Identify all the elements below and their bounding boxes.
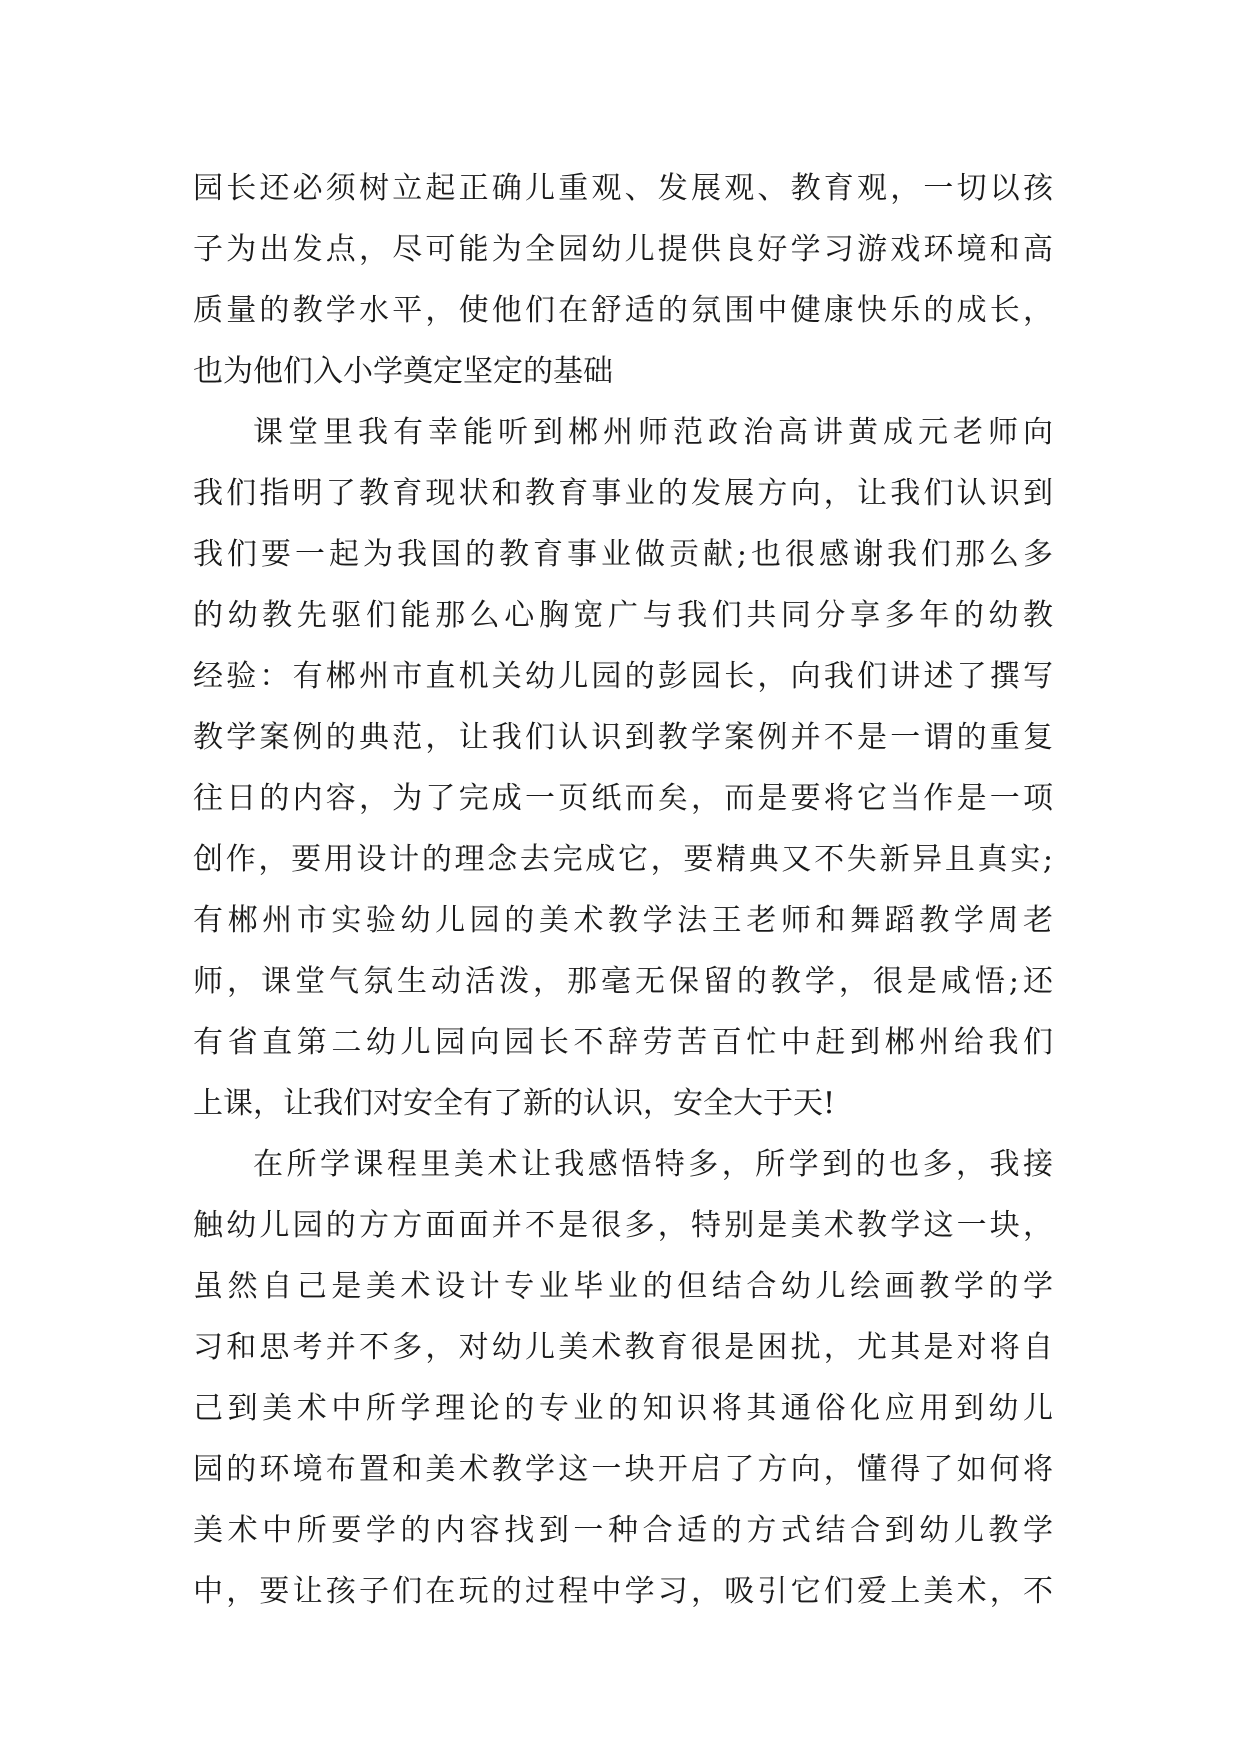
text-line: 中，要让孩子们在玩的过程中学习，吸引它们爱上美术，不 [193,1574,1053,1609]
text-line: 习和思考并不多，对幼儿美术教育很是困扰，尤其是对将自 [193,1330,1053,1365]
text-line: 己到美术中所学理论的专业的知识将其通俗化应用到幼儿 [193,1391,1053,1426]
document-body [193,158,1053,1622]
text-line: 创作，要用设计的理念去完成它，要精典又不失新异且真实; [193,842,1053,877]
text-line: 在所学课程里美术让我感悟特多，所学到的也多，我接 [253,1147,1053,1182]
text-line: 也为他们入小学奠定坚定的基础 [193,354,613,389]
text-line: 园的环境布置和美术教学这一块开启了方向，懂得了如何将 [193,1452,1053,1487]
text-line: 我们要一起为我国的教育事业做贡献;也很感谢我们那么多 [193,537,1053,572]
text-line: 有省直第二幼儿园向园长不辞劳苦百忙中赶到郴州给我们 [193,1025,1053,1060]
text-line: 园长还必须树立起正确儿重观、发展观、教育观，一切以孩 [193,171,1053,206]
text-line: 往日的内容，为了完成一页纸而矣，而是要将它当作是一项 [193,781,1053,816]
text-line: 虽然自己是美术设计专业毕业的但结合幼儿绘画教学的学 [193,1269,1053,1304]
text-line: 触幼儿园的方方面面并不是很多，特别是美术教学这一块， [193,1208,1053,1243]
text-line: 有郴州市实验幼儿园的美术教学法王老师和舞蹈教学周老 [193,903,1053,938]
text-line: 课堂里我有幸能听到郴州师范政治高讲黄成元老师向 [253,415,1053,450]
text-line: 经验：有郴州市直机关幼儿园的彭园长，向我们讲述了撰写 [193,659,1053,694]
text-line: 的幼教先驱们能那么心胸宽广与我们共同分享多年的幼教 [193,598,1053,633]
text-line: 美术中所要学的内容找到一种合适的方式结合到幼儿教学 [193,1513,1053,1548]
text-line: 质量的教学水平，使他们在舒适的氛围中健康快乐的成长， [193,293,1053,328]
text-line: 师，课堂气氛生动活泼，那毫无保留的教学，很是咸悟;还 [193,964,1053,999]
text-line: 子为出发点，尽可能为全园幼儿提供良好学习游戏环境和高 [193,232,1053,267]
text-line: 我们指明了教育现状和教育事业的发展方向，让我们认识到 [193,476,1053,511]
text-line: 教学案例的典范，让我们认识到教学案例并不是一谓的重复 [193,720,1053,755]
text-line: 上课，让我们对安全有了新的认识，安全大于天! [193,1086,836,1121]
